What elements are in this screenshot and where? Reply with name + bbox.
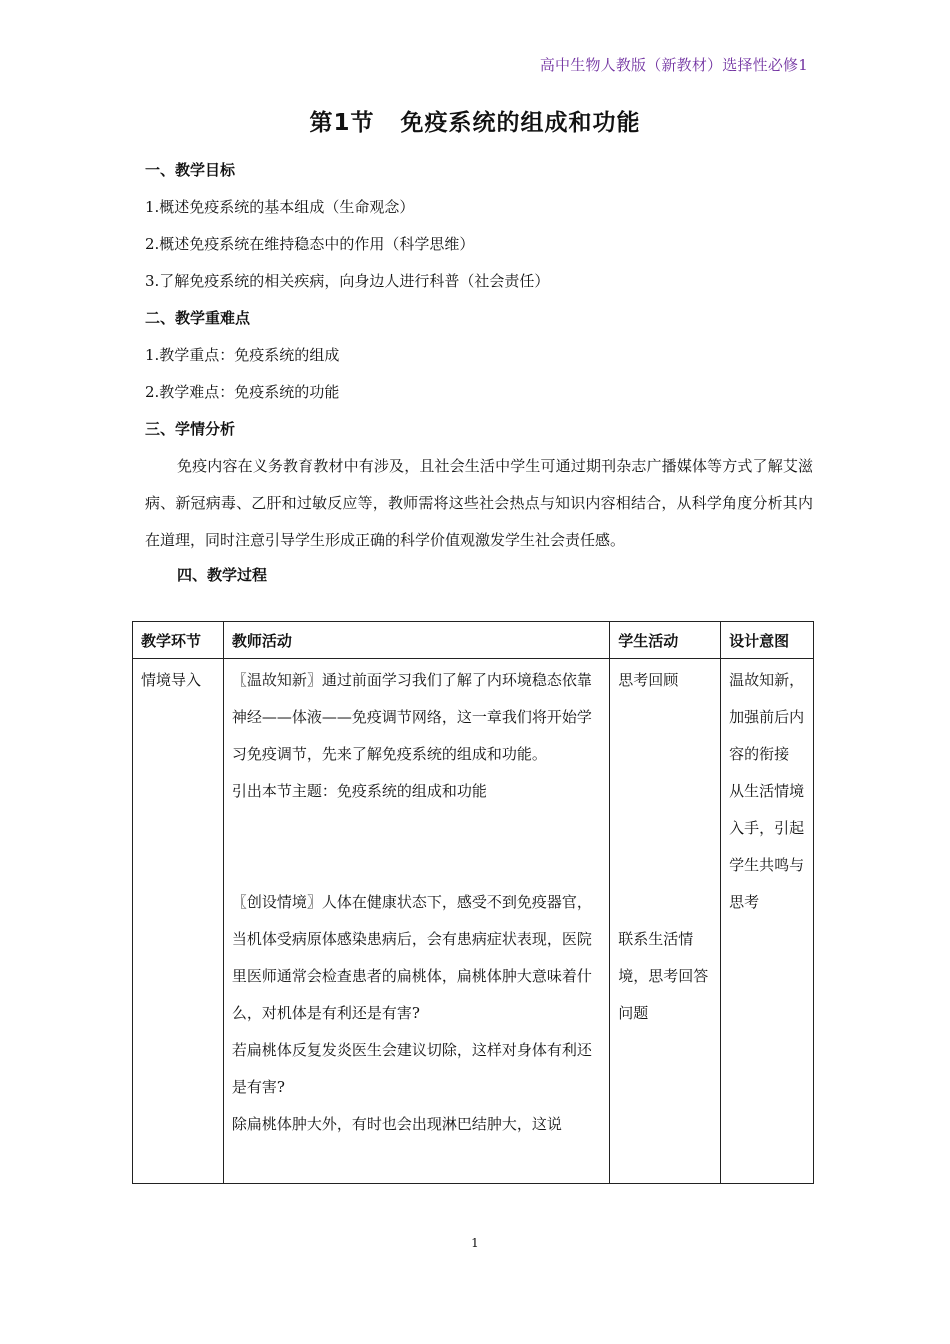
teaching-process-table xyxy=(132,621,814,1184)
section-number: 第1节 xyxy=(309,110,375,136)
teacher-activity-cell xyxy=(223,659,609,1184)
teacher-paragraph: 〖温故知新〗通过前面学习我们了解了内环境稳态依靠神经——体液——免疫调节网络，这一章我们将开始学习免疫调节，先来了解免疫系统的组成和功能。 xyxy=(231,671,592,763)
document-body xyxy=(145,158,813,600)
teacher-paragraph: 引出本节主题：免疫系统的组成和功能 xyxy=(231,782,487,800)
goal-item: 2.概述免疫系统在维持稳态中的作用（科学思维） xyxy=(145,235,475,253)
keypoint-item: 2.教学难点：免疫系统的功能 xyxy=(145,383,340,401)
column-header: 教师活动 xyxy=(223,622,609,659)
teacher-paragraph: 除扁桃体肿大外，有时也会出现淋巴结肿大，这说 xyxy=(231,1115,562,1133)
stage-text: 情境导入 xyxy=(141,671,202,689)
intent-text: 从生活情境入手，引起学生共鸣与思考 xyxy=(729,782,805,911)
page-title xyxy=(0,104,950,137)
stage-cell xyxy=(133,659,224,1184)
design-intent-cell xyxy=(721,659,814,1184)
analysis-paragraph: 免疫内容在义务教育教材中有涉及，且社会生活中学生可通过期刊杂志广播媒体等方式了解艾滋病、新冠病毒、乙肝和过敏反应等，教师需将这些社会热点与知识内容相结合，从科学角度分析其内在道理，同时注意引导学生形成正确的科学价值观激发学生社会责任感。 xyxy=(145,457,813,549)
student-text: 联系生活情境，思考回答问题 xyxy=(618,930,709,1022)
student-text: 思考回顾 xyxy=(618,671,679,689)
student-activity-cell xyxy=(610,659,721,1184)
teacher-paragraph: 若扁桃体反复发炎医生会建议切除，这样对身体有利还是有害? xyxy=(231,1041,592,1096)
column-header: 设计意图 xyxy=(721,622,814,659)
teacher-paragraph: 〖创设情境〗人体在健康状态下，感受不到免疫器官，当机体受病原体感染患病后，会有患病症状表现，医院里医师通常会检查患者的扁桃体，扁桃体肿大意味着什么，对机体是有利还是有害? xyxy=(231,893,592,1022)
table-row xyxy=(133,659,814,1184)
keypoint-item: 1.教学重点：免疫系统的组成 xyxy=(145,346,340,364)
heading-process: 四、教学过程 xyxy=(177,566,268,584)
document-header: 高中生物人教版（新教材）选择性必修1 xyxy=(539,56,808,74)
column-header: 教学环节 xyxy=(133,622,224,659)
intent-text: 温故知新，加强前后内容的衔接 xyxy=(729,671,805,763)
table-header-row xyxy=(133,622,814,659)
heading-keypoints: 二、教学重难点 xyxy=(145,309,251,327)
heading-analysis: 三、学情分析 xyxy=(145,420,236,438)
section-title: 免疫系统的组成和功能 xyxy=(400,110,641,136)
column-header: 学生活动 xyxy=(610,622,721,659)
page-number: 1 xyxy=(471,1236,479,1250)
goal-item: 3.了解免疫系统的相关疾病，向身边人进行科普（社会责任） xyxy=(145,272,550,290)
heading-goals: 一、教学目标 xyxy=(145,161,236,179)
goal-item: 1.概述免疫系统的基本组成（生命观念） xyxy=(145,198,415,216)
